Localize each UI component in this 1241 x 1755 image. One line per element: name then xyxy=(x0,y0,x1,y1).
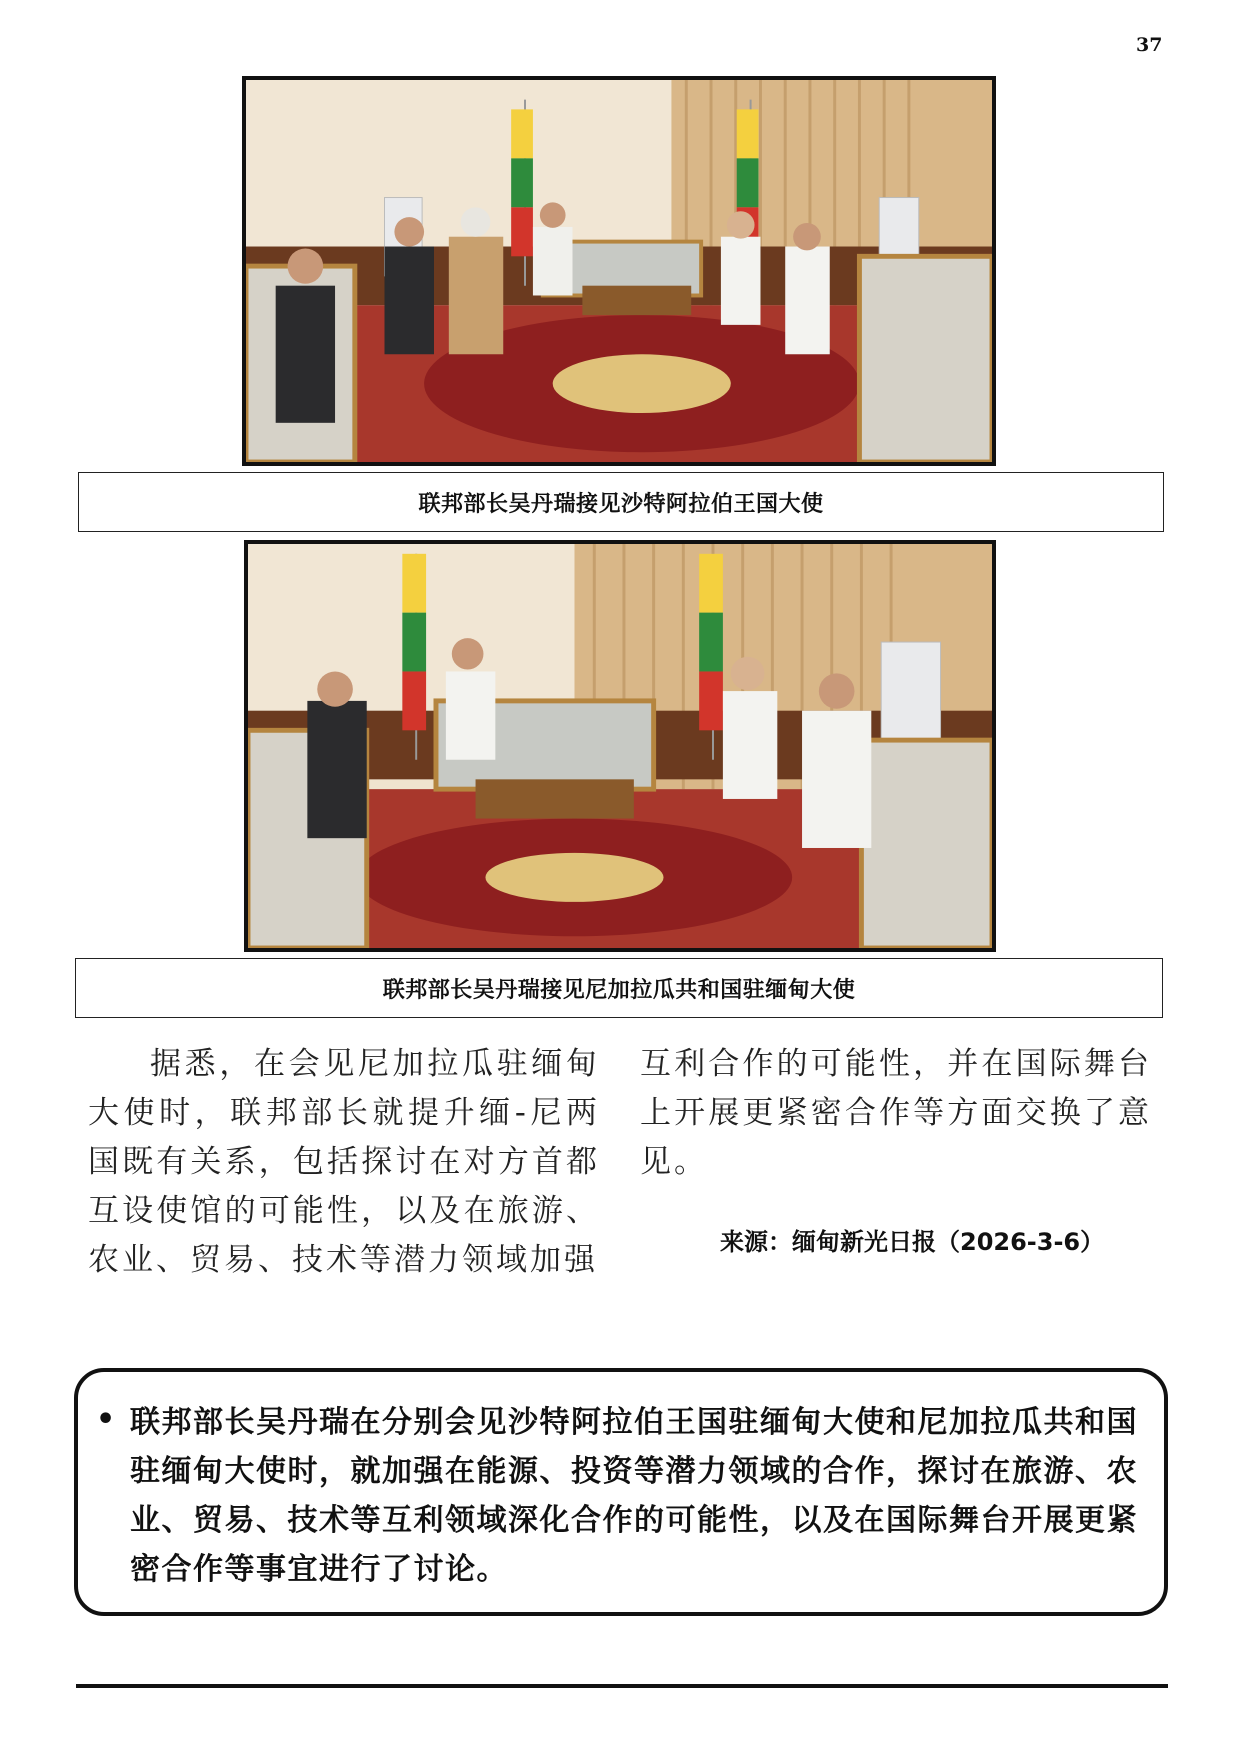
meeting-photo-nicaragua xyxy=(244,540,996,952)
bullet-icon: • xyxy=(96,1402,116,1437)
page-number: 37 xyxy=(1136,34,1163,56)
article-column-right xyxy=(640,1040,1152,1187)
summary-text: 联邦部长吴丹瑞在分别会见沙特阿拉伯王国驻缅甸大使和尼加拉瓜共和国驻缅甸大使时，就加强在能源、投资等潜力领域的合作，探讨在旅游、农业、贸易、技术等互利领域深化合作的可能性，以及在国际舞台开展更紧密合作等事宜进行了讨论。 xyxy=(130,1405,1138,1587)
article-paragraph-left: 据悉，在会见尼加拉瓜驻缅甸大使时，联邦部长就提升缅-尼两国既有关系，包括探讨在对方首都互设使馆的可能性，以及在旅游、农业、贸易、技术等潜力领域加强 xyxy=(88,1046,600,1278)
article-column-left xyxy=(88,1040,600,1285)
photo-caption-saudi: 联邦部长吴丹瑞接见沙特阿拉伯王国大使 xyxy=(78,472,1164,532)
article-source: 来源：缅甸新光日报（2026-3-6） xyxy=(720,1228,1105,1256)
footer-rule xyxy=(76,1684,1168,1688)
meeting-photo-saudi xyxy=(242,76,996,466)
photo-caption-nicaragua: 联邦部长吴丹瑞接见尼加拉瓜共和国驻缅甸大使 xyxy=(75,958,1163,1018)
summary-box xyxy=(74,1368,1168,1616)
article-paragraph-right: 互利合作的可能性，并在国际舞台上开展更紧密合作等方面交换了意见。 xyxy=(640,1046,1152,1180)
